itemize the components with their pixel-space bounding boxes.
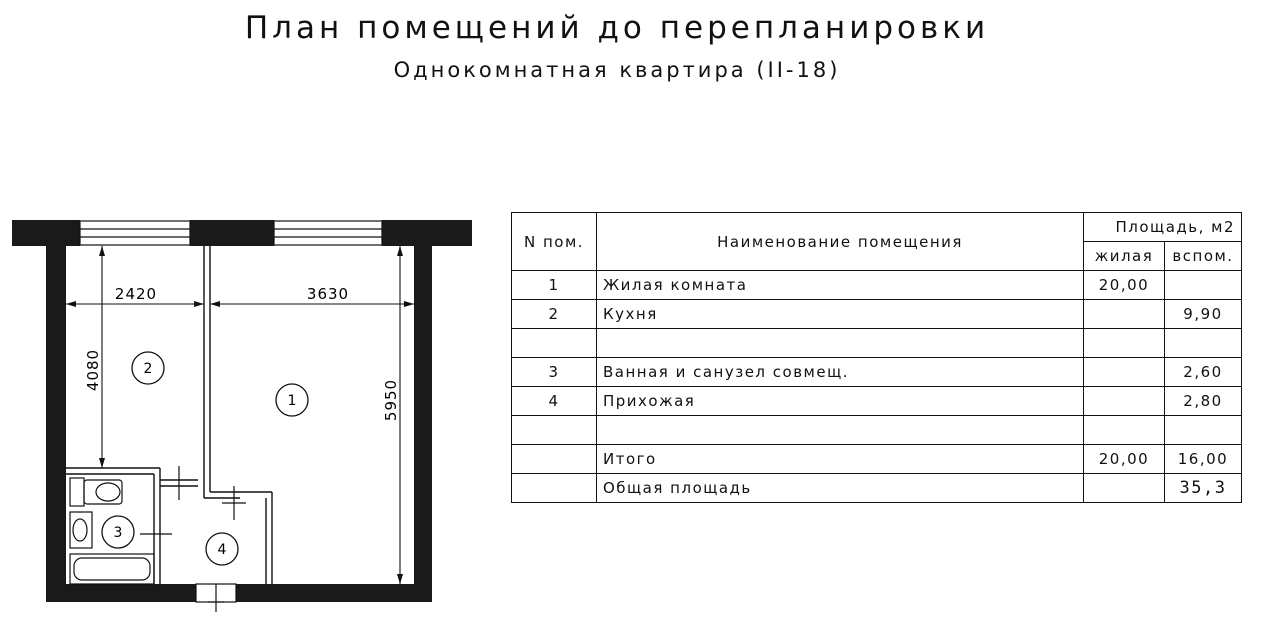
dim-room-width: 3630	[306, 285, 350, 303]
row-aux	[1165, 271, 1242, 300]
row-name	[597, 329, 1084, 358]
table-row	[512, 416, 1242, 445]
room-marker-4	[206, 533, 238, 565]
wall-top-middle	[190, 220, 274, 246]
outer-walls	[12, 220, 472, 602]
dim-room-depth: 5950	[382, 378, 400, 422]
row-living	[1084, 329, 1165, 358]
toilet-icon	[70, 478, 122, 506]
row-number: 3	[512, 358, 597, 387]
plan-subtitle: Однокомнатная квартира (II-18)	[393, 58, 841, 82]
svg-text:2: 2	[143, 361, 153, 377]
row-number	[512, 416, 597, 445]
svg-text:1: 1	[287, 393, 297, 409]
total-living: 20,00	[1084, 445, 1165, 474]
row-number	[512, 329, 597, 358]
svg-text:4: 4	[217, 542, 227, 558]
table-header-row	[512, 213, 1242, 242]
dim-kitchen-width: 2420	[114, 285, 158, 303]
header-name: Наименование помещения	[597, 213, 1084, 271]
row-name	[597, 416, 1084, 445]
header-auxiliary: вспом.	[1165, 242, 1242, 271]
table-row	[512, 300, 1242, 329]
table-overall-row	[512, 474, 1242, 503]
window-room	[274, 221, 382, 245]
row-number: 1	[512, 271, 597, 300]
plan-title: План помещений до перепланировки	[244, 10, 990, 46]
room-marker-3	[102, 516, 134, 548]
row-living	[1084, 387, 1165, 416]
table-row	[512, 358, 1242, 387]
area-table	[511, 212, 1242, 503]
row-number: 4	[512, 387, 597, 416]
header-number: N пом.	[512, 213, 597, 271]
wall-left	[46, 220, 66, 602]
row-living	[1084, 300, 1165, 329]
row-name: Ванная и санузел совмещ.	[597, 358, 1084, 387]
wall-bottom	[46, 584, 432, 602]
row-aux: 9,90	[1165, 300, 1242, 329]
row-living: 20,00	[1084, 271, 1165, 300]
row-living	[1084, 358, 1165, 387]
row-name: Жилая комната	[597, 271, 1084, 300]
svg-text:3: 3	[113, 525, 123, 541]
header-living: жилая	[1084, 242, 1165, 271]
overall-value: 35,3	[1165, 474, 1242, 503]
inner-partitions	[66, 246, 272, 584]
wall-right	[414, 220, 432, 602]
table-row	[512, 271, 1242, 300]
bathtub-icon	[70, 554, 154, 584]
window-kitchen	[80, 221, 190, 245]
table-row	[512, 387, 1242, 416]
row-living	[1084, 416, 1165, 445]
row-name: Прихожая	[597, 387, 1084, 416]
row-aux: 2,60	[1165, 358, 1242, 387]
dim-kitchen-depth: 4080	[84, 348, 102, 392]
total-aux: 16,00	[1165, 445, 1242, 474]
table-total-row	[512, 445, 1242, 474]
header-area: Площадь, м2	[1084, 213, 1242, 242]
table-row	[512, 329, 1242, 358]
total-label: Итого	[597, 445, 1084, 474]
row-aux: 2,80	[1165, 387, 1242, 416]
row-name: Кухня	[597, 300, 1084, 329]
sink-icon	[70, 512, 92, 548]
overall-label: Общая площадь	[597, 474, 1084, 503]
floor-plan	[0, 0, 500, 630]
row-aux	[1165, 329, 1242, 358]
room-marker-1	[276, 384, 308, 416]
room-marker-2	[132, 352, 164, 384]
door-marks	[140, 466, 246, 534]
row-number: 2	[512, 300, 597, 329]
row-aux	[1165, 416, 1242, 445]
